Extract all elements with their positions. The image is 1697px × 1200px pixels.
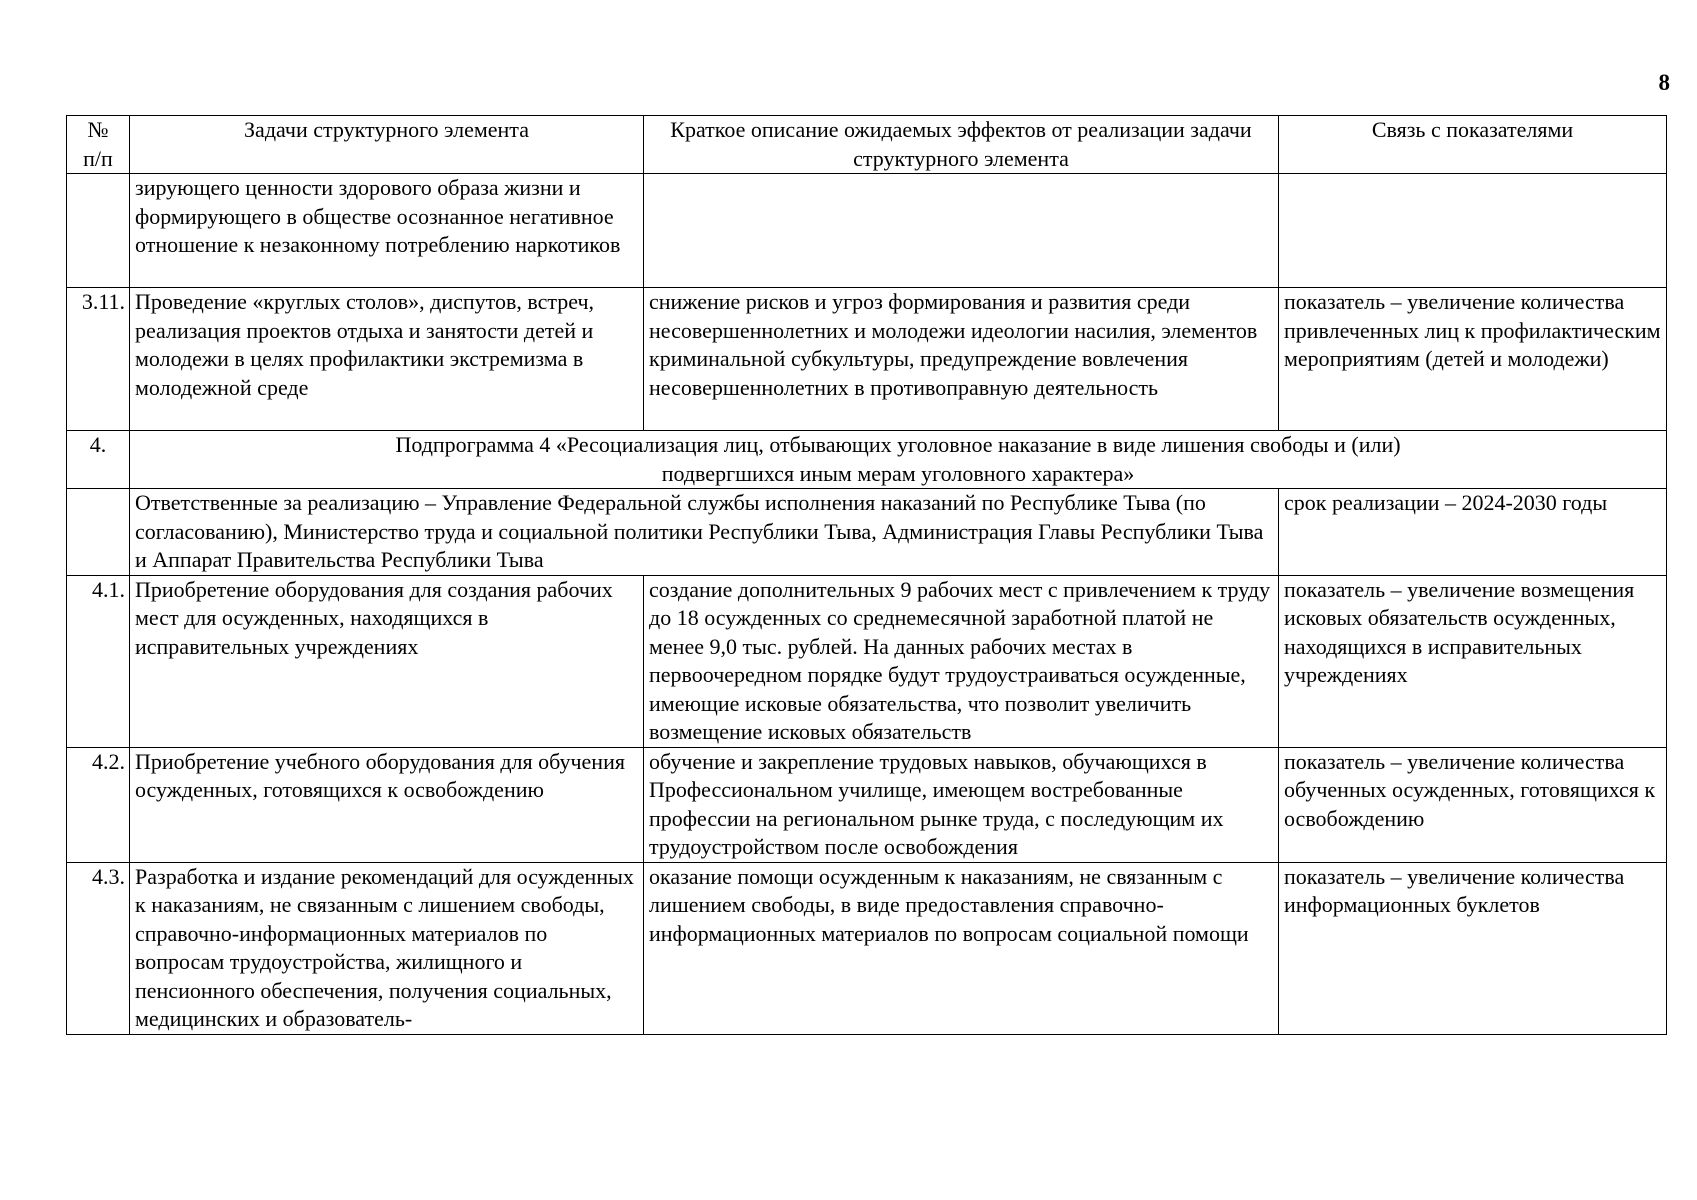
row-task: Разработка и издание рекомендаций для осужденных к наказаниям, не связанным с лишением свободы, справочно-информационных материалов по вопросам трудоустройства, жилищного и пенсионного обеспечения, получения социальных, медицинских и образователь- bbox=[130, 862, 644, 1034]
responsible-text: Ответственные за реализацию – Управление Федеральной службы исполнения наказаний по Республике Тыва (по согласованию), Министерство труда и социальной политики Республики Тыва, Администрация Главы Республики Тыва и Аппарат Правительства Республики Тыва bbox=[130, 489, 1279, 576]
row-indicator bbox=[1279, 174, 1667, 288]
row-num: 4.2. bbox=[67, 747, 130, 862]
row-effect: снижение рисков и угроз формирования и развития среди несовершеннолетних и молодежи идеологии насилия, элементов криминальной субкультуры, предупреждение вовлечения несовершеннолетних в противоправную деятельность bbox=[644, 288, 1279, 431]
tasks-table bbox=[66, 115, 1667, 1035]
table-row bbox=[67, 575, 1667, 747]
header-tasks: Задачи структурного элемента bbox=[130, 116, 644, 174]
row-indicator: показатель – увеличение количества информационных буклетов bbox=[1279, 862, 1667, 1034]
table-row bbox=[67, 174, 1667, 288]
header-effects: Краткое описание ожидаемых эффектов от реализации задачи структурного элемента bbox=[644, 116, 1279, 174]
row-num bbox=[67, 174, 130, 288]
row-num: 4.3. bbox=[67, 862, 130, 1034]
subprogram-row bbox=[67, 431, 1667, 489]
responsible-row bbox=[67, 489, 1667, 576]
row-effect: создание дополнительных 9 рабочих мест с привлечением к труду до 18 осужденных со среднемесячной заработной платой не менее 9,0 тыс. рублей. На данных рабочих местах в первоочередном порядке будут трудоустраиваться осужденные, имеющие исковые обязательства, что позволит увеличить возмещение исковых обязательств bbox=[644, 575, 1279, 747]
subprogram-num: 4. bbox=[67, 431, 130, 489]
header-num: № п/п bbox=[67, 116, 130, 174]
table-row bbox=[67, 862, 1667, 1034]
row-indicator: показатель – увеличение возмещения исковых обязательств осужденных, находящихся в исправительных учреждениях bbox=[1279, 575, 1667, 747]
row-indicator: показатель – увеличение количества обученных осужденных, готовящихся к освобождению bbox=[1279, 747, 1667, 862]
page-number: 8 bbox=[1658, 70, 1670, 95]
row-indicator: показатель – увеличение количества привлеченных лиц к профилактическим мероприятиям (детей и молодежи) bbox=[1279, 288, 1667, 431]
row-task: Приобретение учебного оборудования для обучения осужденных, готовящихся к освобождению bbox=[130, 747, 644, 862]
row-task: Проведение «круглых столов», диспутов, встреч, реализация проектов отдыха и занятости детей и молодежи в целях профилактики экстремизма в молодежной среде bbox=[130, 288, 644, 431]
row-num: 4.1. bbox=[67, 575, 130, 747]
row-effect bbox=[644, 174, 1279, 288]
row-num: 3.11. bbox=[67, 288, 130, 431]
header-indicators: Связь с показателями bbox=[1279, 116, 1667, 174]
responsible-period: срок реализации – 2024-2030 годы bbox=[1279, 489, 1667, 576]
row-task: Приобретение оборудования для создания рабочих мест для осужденных, находящихся в исправительных учреждениях bbox=[130, 575, 644, 747]
responsible-num bbox=[67, 489, 130, 576]
row-task: зирующего ценности здорового образа жизни и формирующего в обществе осознанное негативное отношение к незаконному потреблению наркотиков bbox=[130, 174, 644, 288]
table-row bbox=[67, 288, 1667, 431]
row-effect: оказание помощи осужденным к наказаниям, не связанным с лишением свободы, в виде предоставления справочно-информационных материалов по вопросам социальной помощи bbox=[644, 862, 1279, 1034]
table-row bbox=[67, 747, 1667, 862]
table-header-row bbox=[67, 116, 1667, 174]
subprogram-title: Подпрограмма 4 «Ресоциализация лиц, отбывающих уголовное наказание в виде лишения свободы и (или) подвергшихся иным мерам уголовного характера» bbox=[130, 431, 1667, 489]
row-effect: обучение и закрепление трудовых навыков, обучающихся в Профессиональном училище, имеющем востребованные профессии на региональном рынке труда, с последующим их трудоустройством после освобождения bbox=[644, 747, 1279, 862]
